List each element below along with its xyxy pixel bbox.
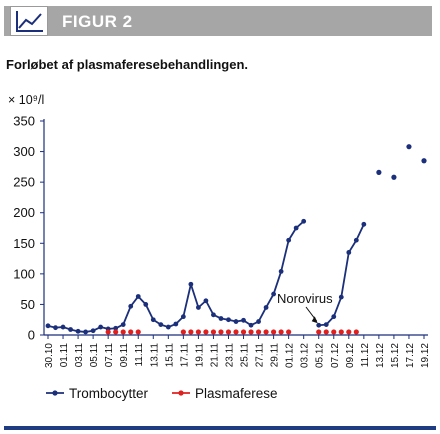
x-tick-label: 13.11 [149, 343, 161, 368]
trombocytter-point [166, 325, 171, 330]
x-tick-label: 11.12 [359, 343, 371, 368]
y-tick-label: 350 [13, 113, 35, 129]
norovirus-annotation: Norovirus [277, 291, 333, 306]
trombocytter-point [324, 322, 329, 327]
plasmaferese-point [316, 329, 321, 334]
trombocytter-point [143, 302, 148, 307]
x-tick-label: 01.11 [59, 343, 71, 368]
trombocytter-point [151, 317, 156, 322]
plasmaferese-point [346, 329, 351, 334]
x-tick-label: 30.10 [44, 343, 55, 369]
x-tick-label: 03.11 [74, 343, 86, 368]
trombocytter-point [181, 314, 186, 319]
plasmaferese-point [211, 329, 216, 334]
trombocytter-point [406, 144, 411, 149]
plasmaferese-point [128, 329, 133, 334]
trombocytter-line [48, 221, 304, 332]
trombocytter-point [68, 327, 73, 332]
trombocytter-point [391, 175, 396, 180]
trombocytter-point [196, 305, 201, 310]
x-tick-label: 05.11 [89, 343, 101, 368]
trombocytter-point [376, 170, 381, 175]
plasmaferese-point [203, 329, 208, 334]
y-tick-label: 0 [27, 327, 35, 343]
plasmaferese-point [113, 329, 118, 334]
trombocytter-point [234, 319, 239, 324]
x-tick-label: 27.11 [254, 343, 266, 368]
trombocytter-point [83, 330, 88, 335]
trombocytter-point [136, 294, 141, 299]
plasmaferese-point [339, 329, 344, 334]
annotation-arrowhead [312, 316, 318, 323]
trombocytter-point [91, 328, 96, 333]
y-tick-label: 150 [13, 235, 35, 251]
plasmaferese-point [233, 329, 238, 334]
chart-title: Forløbet af plasmaferesebehandlingen. [6, 57, 248, 72]
plasmaferese-point [271, 329, 276, 334]
trombocytter-point [219, 316, 224, 321]
plasmaferese-point [324, 329, 329, 334]
x-tick-label: 17.12 [404, 343, 416, 369]
trombocytter-point [53, 325, 58, 330]
trombocytter-point [316, 323, 321, 328]
plasmaferese-point [286, 329, 291, 334]
y-tick-label: 250 [13, 174, 35, 190]
legend-trombocytter-marker [52, 390, 57, 395]
trombocytter-point [354, 238, 359, 243]
trombocytter-point [211, 312, 216, 317]
x-tick-label: 07.11 [104, 343, 116, 368]
plasmaferese-point [188, 329, 193, 334]
plasmaferese-point [248, 329, 253, 334]
trombocytter-point [279, 269, 284, 274]
trombocytter-point [128, 304, 133, 309]
trombocytter-point [339, 295, 344, 300]
x-tick-label: 25.11 [239, 343, 251, 368]
trombocytter-point [241, 318, 246, 323]
x-tick-label: 21.11 [209, 343, 221, 368]
y-tick-label: 100 [13, 266, 35, 282]
trombocytter-point [294, 226, 299, 231]
trombocytter-point [121, 322, 126, 327]
trombocytter-point [76, 329, 81, 334]
y-tick-label: 200 [13, 205, 35, 221]
x-tick-label: 15.12 [389, 343, 401, 369]
plasmaferese-point [279, 329, 284, 334]
trombocytter-point [98, 325, 103, 330]
y-axis-unit: × 10⁹/l [8, 93, 45, 107]
x-tick-label: 19.12 [420, 343, 431, 369]
trombocytter-point [331, 314, 336, 319]
trombocytter-point [61, 325, 66, 330]
x-tick-label: 03.12 [299, 343, 311, 369]
x-tick-label: 17.11 [179, 343, 191, 368]
trombocytter-point [204, 298, 209, 303]
x-tick-label: 07.12 [329, 343, 341, 369]
bottom-rule [4, 426, 436, 430]
trombocytter-point [46, 323, 51, 328]
trombocytter-point [421, 158, 426, 163]
x-tick-label: 11.11 [134, 343, 146, 367]
x-tick-label: 09.12 [344, 343, 356, 369]
trombocytter-point [188, 282, 193, 287]
trombocytter-point [286, 238, 291, 243]
plasmaferese-point [106, 329, 111, 334]
plasmaferese-point [181, 329, 186, 334]
x-tick-label: 29.11 [269, 343, 281, 368]
figure-label: FIGUR 2 [62, 12, 133, 31]
plasmaferese-point [263, 329, 268, 334]
trombocytter-point [301, 219, 306, 224]
y-tick-label: 50 [20, 296, 35, 312]
trombocytter-point [226, 317, 231, 322]
x-tick-label: 13.12 [374, 343, 386, 369]
plasmaferese-point [331, 329, 336, 334]
x-tick-label: 23.11 [224, 343, 236, 368]
trombocytter-point [346, 250, 351, 255]
x-tick-label: 05.12 [314, 343, 326, 369]
trombocytter-point [249, 323, 254, 328]
y-tick-label: 300 [13, 144, 35, 160]
plasmaferese-point [226, 329, 231, 334]
plasmaferese-point [196, 329, 201, 334]
x-tick-label: 09.11 [119, 343, 131, 368]
trombocytter-point [256, 319, 261, 324]
plasmaferese-point [354, 329, 359, 334]
plasmaferese-point [136, 329, 141, 334]
trombocytter-point [361, 222, 366, 227]
legend-plasmaferese-marker [178, 390, 183, 395]
plasmaferese-point [121, 329, 126, 334]
trombocytter-point [158, 322, 163, 327]
x-tick-label: 01.12 [284, 343, 296, 369]
trombocytter-point [264, 305, 269, 310]
plasmaferese-point [241, 329, 246, 334]
legend-plasmaferese-label: Plasmaferese [195, 386, 278, 401]
trombocytter-point [173, 322, 178, 327]
x-tick-label: 15.11 [164, 343, 176, 368]
plasmaferese-point [256, 329, 261, 334]
plasmaferese-point [218, 329, 223, 334]
legend-trombocytter-label: Trombocytter [69, 386, 149, 401]
x-tick-label: 19.11 [194, 343, 206, 368]
trombocytter-point [271, 292, 276, 297]
